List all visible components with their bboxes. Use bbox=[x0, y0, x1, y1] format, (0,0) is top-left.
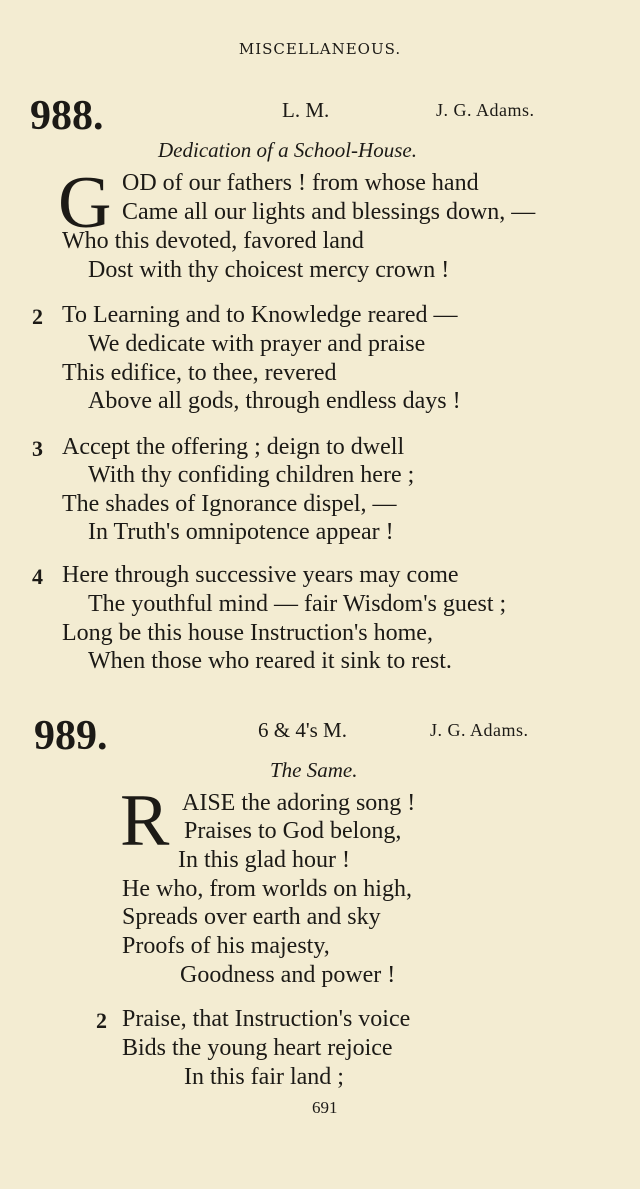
hymn-line: Bids the young heart rejoice bbox=[122, 1035, 393, 1061]
hymn-subtitle: The Same. bbox=[270, 758, 358, 782]
hymn-author: J. G. Adams. bbox=[436, 100, 535, 120]
hymn-line: In this fair land ; bbox=[184, 1064, 344, 1090]
hymn-line: He who, from worlds on high, bbox=[122, 876, 412, 902]
hymn-meter: 6 & 4's M. bbox=[258, 718, 347, 742]
hymn-subtitle: Dedication of a School-House. bbox=[158, 138, 417, 162]
hymn-line: Goodness and power ! bbox=[180, 962, 396, 988]
hymn-author: J. G. Adams. bbox=[430, 720, 529, 740]
hymn-line: Here through successive years may come bbox=[62, 562, 459, 588]
hymn-line: When those who reared it sink to rest. bbox=[88, 648, 452, 674]
verse-number: 4 bbox=[32, 564, 43, 589]
verse-number: 2 bbox=[96, 1008, 107, 1033]
hymn-line: Long be this house Instruction's home, bbox=[62, 620, 433, 646]
running-head: MISCELLANEOUS. bbox=[238, 40, 402, 58]
hymn-line: This edifice, to thee, revered bbox=[62, 360, 337, 386]
hymn-line: Praises to God belong, bbox=[184, 818, 402, 844]
hymn-line: To Learning and to Knowledge reared — bbox=[62, 302, 458, 328]
hymn-line: Proofs of his majesty, bbox=[122, 933, 330, 959]
hymn-line: Above all gods, through endless days ! bbox=[88, 388, 461, 414]
hymn-line: AISE the adoring song ! bbox=[182, 790, 416, 816]
hymn-line: Spreads over earth and sky bbox=[122, 904, 381, 930]
hymn-line: Accept the offering ; deign to dwell bbox=[62, 434, 405, 460]
hymn-meter: L. M. bbox=[282, 98, 330, 122]
verse-number: 3 bbox=[32, 436, 43, 461]
hymn-number: 988. bbox=[30, 93, 104, 139]
page-number: 691 bbox=[312, 1098, 338, 1117]
hymn-line: Who this devoted, favored land bbox=[62, 228, 364, 254]
hymn-line: OD of our fathers ! from whose hand bbox=[122, 170, 479, 196]
verse-number: 2 bbox=[32, 304, 43, 329]
drop-cap: G bbox=[58, 162, 112, 244]
hymn-line: The shades of Ignorance dispel, — bbox=[62, 491, 397, 517]
hymn-line: In Truth's omnipotence appear ! bbox=[88, 519, 394, 545]
hymn-number: 989. bbox=[34, 713, 108, 759]
hymn-line: With thy confiding children here ; bbox=[88, 462, 415, 488]
drop-cap: R bbox=[120, 780, 170, 862]
hymn-line: The youthful mind — fair Wisdom's guest ; bbox=[88, 591, 507, 617]
hymn-line: In this glad hour ! bbox=[178, 847, 350, 873]
hymn-line: Dost with thy choicest mercy crown ! bbox=[88, 257, 450, 283]
hymn-line: Came all our lights and blessings down, — bbox=[122, 199, 536, 225]
hymn-line: We dedicate with prayer and praise bbox=[88, 331, 426, 357]
hymn-line: Praise, that Instruction's voice bbox=[122, 1006, 411, 1032]
